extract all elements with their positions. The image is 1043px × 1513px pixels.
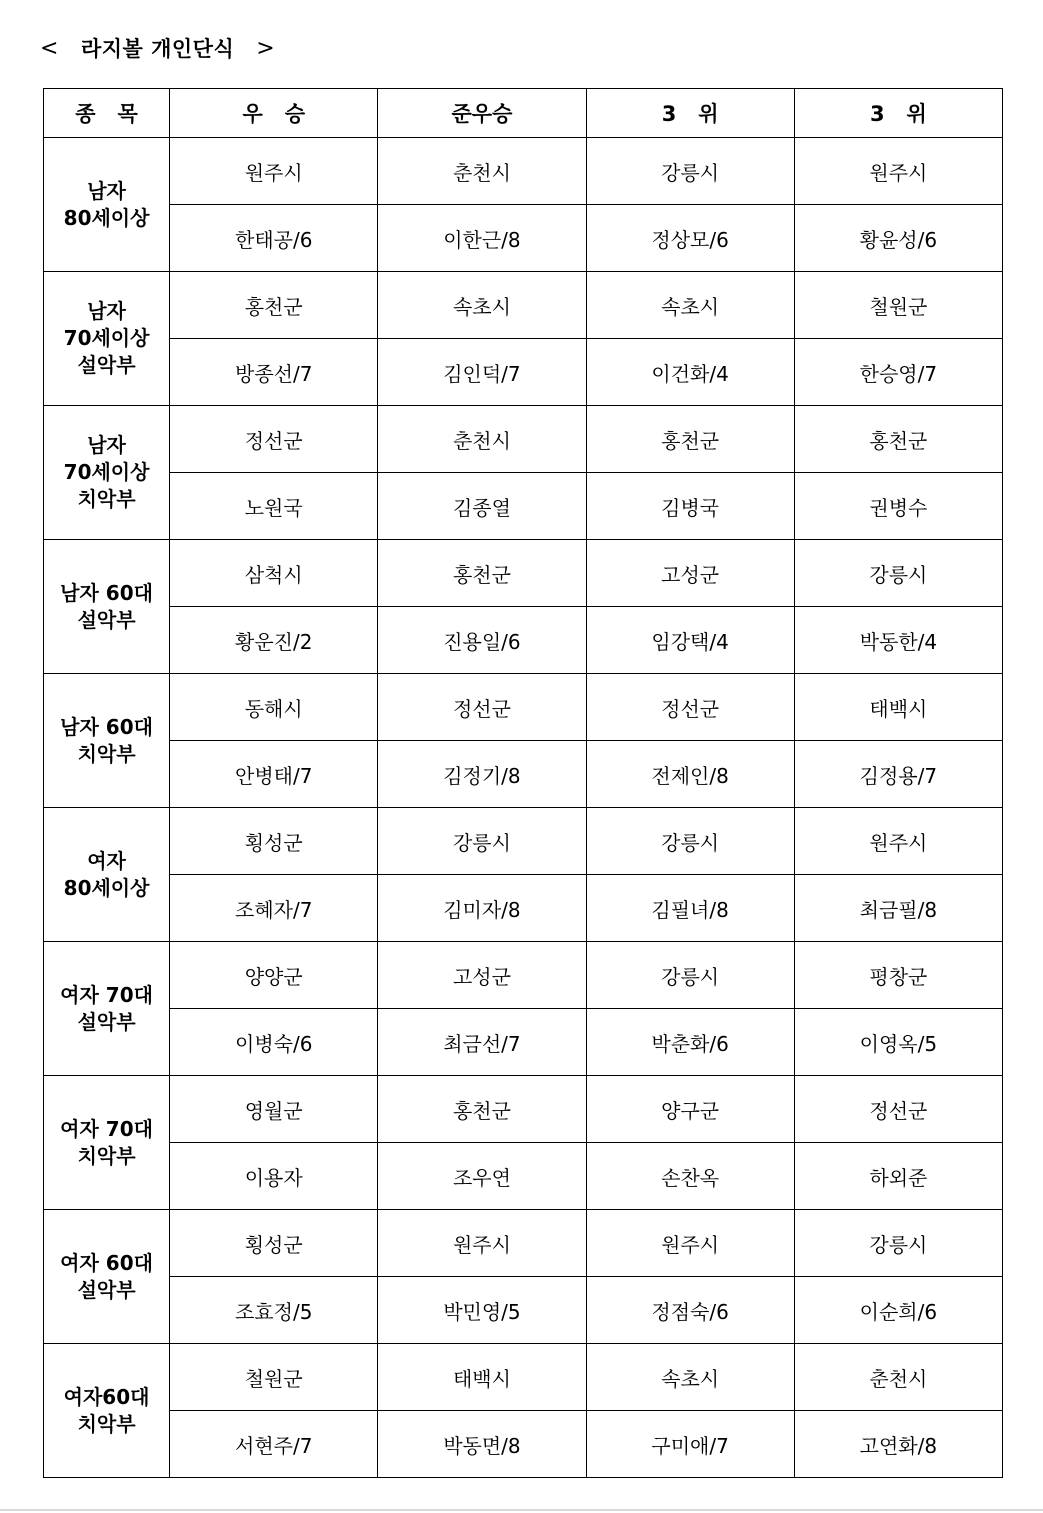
player-cell: 조혜자/7 <box>170 875 378 942</box>
city-cell: 정선군 <box>170 406 378 473</box>
player-cell: 최금필/8 <box>794 875 1002 942</box>
player-cell: 한승영/7 <box>794 339 1002 406</box>
event-name-line: 치악부 <box>77 487 136 511</box>
player-cell: 김미자/8 <box>378 875 586 942</box>
player-cell: 황운진/2 <box>170 607 378 674</box>
event-name-line: 여자 70대 <box>60 982 153 1007</box>
event-name-line: 설악부 <box>77 1277 136 1302</box>
player-cell: 김종열 <box>378 473 586 540</box>
player-cell: 김정기/8 <box>378 741 586 808</box>
city-cell: 속초시 <box>586 1344 794 1411</box>
city-cell: 홍천군 <box>586 406 794 473</box>
event-name <box>44 406 170 540</box>
player-cell: 박동한/4 <box>794 607 1002 674</box>
table-row <box>44 808 1003 875</box>
city-cell: 강릉시 <box>794 1210 1002 1277</box>
city-cell: 철원군 <box>170 1344 378 1411</box>
city-cell: 춘천시 <box>378 138 586 205</box>
player-cell: 권병수 <box>794 473 1002 540</box>
header-third-a: 3 위 <box>586 89 794 138</box>
event-name-line: 70세이상 <box>63 460 150 484</box>
player-cell: 박동면/8 <box>378 1411 586 1478</box>
table-row <box>44 741 1003 808</box>
city-cell: 태백시 <box>794 674 1002 741</box>
table-row <box>44 1143 1003 1210</box>
table-row <box>44 205 1003 272</box>
table-row <box>44 674 1003 741</box>
city-cell: 정선군 <box>586 674 794 741</box>
city-cell: 동해시 <box>170 674 378 741</box>
event-name-line: 80세이상 <box>63 205 150 230</box>
event-name-line: 80세이상 <box>63 875 150 900</box>
header-third-b: 3 위 <box>794 89 1002 138</box>
player-cell: 조효정/5 <box>170 1277 378 1344</box>
page-title-text: 라지볼 개인단식 <box>80 37 235 61</box>
city-cell: 원주시 <box>586 1210 794 1277</box>
table-row <box>44 607 1003 674</box>
city-cell: 태백시 <box>378 1344 586 1411</box>
city-cell: 고성군 <box>586 540 794 607</box>
table-row <box>44 138 1003 205</box>
city-cell: 강릉시 <box>378 808 586 875</box>
table-row <box>44 473 1003 540</box>
player-cell: 진용일/6 <box>378 607 586 674</box>
event-name <box>44 272 170 406</box>
event-name-line: 남자 <box>87 299 126 323</box>
player-cell: 전제인/8 <box>586 741 794 808</box>
event-name-line: 설악부 <box>77 353 136 377</box>
table-row <box>44 272 1003 339</box>
player-cell: 서현주/7 <box>170 1411 378 1478</box>
player-cell: 정상모/6 <box>586 205 794 272</box>
player-cell: 이한근/8 <box>378 205 586 272</box>
page-title <box>40 30 275 66</box>
chevron-left-icon[interactable]: < <box>40 35 59 61</box>
city-cell: 속초시 <box>586 272 794 339</box>
event-name <box>44 942 170 1076</box>
event-name-line: 설악부 <box>77 607 136 632</box>
city-cell: 속초시 <box>378 272 586 339</box>
event-name-line: 남자 60대 <box>60 714 153 739</box>
city-cell: 춘천시 <box>378 406 586 473</box>
city-cell: 홍천군 <box>378 1076 586 1143</box>
player-cell: 이영옥/5 <box>794 1009 1002 1076</box>
event-name <box>44 540 170 674</box>
event-name-line: 설악부 <box>77 1009 136 1034</box>
player-cell: 김필녀/8 <box>586 875 794 942</box>
city-cell: 강릉시 <box>586 808 794 875</box>
player-cell: 정점숙/6 <box>586 1277 794 1344</box>
city-cell: 영월군 <box>170 1076 378 1143</box>
player-cell: 김병국 <box>586 473 794 540</box>
city-cell: 평창군 <box>794 942 1002 1009</box>
page-divider <box>0 1509 1043 1511</box>
table-row <box>44 339 1003 406</box>
city-cell: 삼척시 <box>170 540 378 607</box>
table-row <box>44 1009 1003 1076</box>
event-name-line: 남자 60대 <box>60 580 153 605</box>
player-cell: 노원국 <box>170 473 378 540</box>
city-cell: 양구군 <box>586 1076 794 1143</box>
results-body <box>44 138 1003 1478</box>
chevron-right-icon[interactable]: > <box>256 35 276 61</box>
city-cell: 횡성군 <box>170 808 378 875</box>
city-cell: 강릉시 <box>794 540 1002 607</box>
city-cell: 고성군 <box>378 942 586 1009</box>
event-name <box>44 808 170 942</box>
player-cell: 한태공/6 <box>170 205 378 272</box>
header-runner-up: 준우승 <box>378 89 586 138</box>
table-row <box>44 406 1003 473</box>
event-name-line: 70세이상 <box>63 326 150 350</box>
table-row <box>44 875 1003 942</box>
city-cell: 홍천군 <box>794 406 1002 473</box>
city-cell: 홍천군 <box>378 540 586 607</box>
city-cell: 원주시 <box>170 138 378 205</box>
player-cell: 이병숙/6 <box>170 1009 378 1076</box>
city-cell: 원주시 <box>794 808 1002 875</box>
event-name-line: 치악부 <box>77 741 136 766</box>
city-cell: 강릉시 <box>586 942 794 1009</box>
city-cell: 홍천군 <box>170 272 378 339</box>
player-cell: 최금선/7 <box>378 1009 586 1076</box>
player-cell: 이건화/4 <box>586 339 794 406</box>
table-row <box>44 1277 1003 1344</box>
player-cell: 박민영/5 <box>378 1277 586 1344</box>
city-cell: 철원군 <box>794 272 1002 339</box>
player-cell: 안병태/7 <box>170 741 378 808</box>
player-cell: 조우연 <box>378 1143 586 1210</box>
event-name-line: 치악부 <box>77 1143 136 1168</box>
table-row <box>44 540 1003 607</box>
city-cell: 강릉시 <box>586 138 794 205</box>
table-row <box>44 942 1003 1009</box>
header-winner: 우 승 <box>170 89 378 138</box>
player-cell: 이순희/6 <box>794 1277 1002 1344</box>
city-cell: 양양군 <box>170 942 378 1009</box>
player-cell: 손찬옥 <box>586 1143 794 1210</box>
player-cell: 김정용/7 <box>794 741 1002 808</box>
player-cell: 임강택/4 <box>586 607 794 674</box>
event-name <box>44 1344 170 1478</box>
table-row <box>44 1411 1003 1478</box>
city-cell: 원주시 <box>378 1210 586 1277</box>
city-cell: 정선군 <box>378 674 586 741</box>
header-event: 종 목 <box>44 89 170 138</box>
table-row <box>44 1210 1003 1277</box>
event-name-line: 여자 60대 <box>60 1250 153 1275</box>
city-cell: 정선군 <box>794 1076 1002 1143</box>
event-name <box>44 674 170 808</box>
city-cell: 춘천시 <box>794 1344 1002 1411</box>
player-cell: 황윤성/6 <box>794 205 1002 272</box>
event-name-line: 여자60대 <box>63 1384 150 1409</box>
player-cell: 하외준 <box>794 1143 1002 1210</box>
city-cell: 원주시 <box>794 138 1002 205</box>
event-name-line: 치악부 <box>77 1411 136 1436</box>
event-name <box>44 1210 170 1344</box>
city-cell: 횡성군 <box>170 1210 378 1277</box>
event-name-line: 여자 <box>87 848 126 873</box>
results-table <box>43 88 1003 1478</box>
player-cell: 박춘화/6 <box>586 1009 794 1076</box>
event-name <box>44 1076 170 1210</box>
header-row <box>44 89 1003 138</box>
event-name-line: 남자 <box>87 433 126 457</box>
event-name <box>44 138 170 272</box>
event-name-line: 여자 70대 <box>60 1116 153 1141</box>
player-cell: 방종선/7 <box>170 339 378 406</box>
event-name-line: 남자 <box>87 178 126 203</box>
player-cell: 이용자 <box>170 1143 378 1210</box>
player-cell: 고연화/8 <box>794 1411 1002 1478</box>
table-row <box>44 1076 1003 1143</box>
player-cell: 구미애/7 <box>586 1411 794 1478</box>
player-cell: 김인덕/7 <box>378 339 586 406</box>
table-row <box>44 1344 1003 1411</box>
